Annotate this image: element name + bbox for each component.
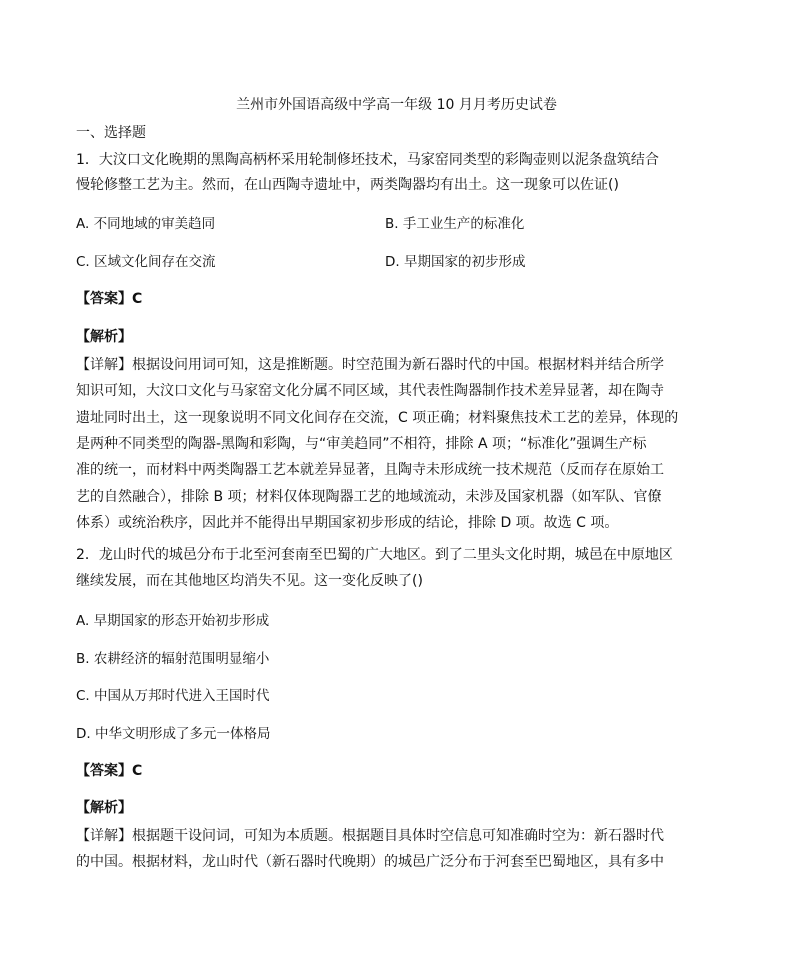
q1-detail-line: 是两种不同类型的陶器-黑陶和彩陶，与“审美趋同”不相符，排除 A 项；“标准化”强调生产标 [76,436,647,452]
q2-stem-line-1: 2．龙山时代的城邑分布于北至河套南至巴蜀的广大地区。到了二里头文化时期，城邑在中原地区 [76,547,673,563]
q1-stem-line-1: 1．大汶口文化晚期的黑陶高柄杯采用轮制修坯技术，马家窑同类型的彩陶壶则以泥条盘筑结合 [76,152,659,168]
q2-analysis-label: 【解析】 [76,800,132,816]
q2-answer: 【答案】C [76,763,143,779]
q2-detail-line: 【详解】根据题干设问词，可知为本质题。根据题目具体时空信息可知准确时空为：新石器时代 [76,828,664,844]
q1-detail-line: 艺的自然融合），排除 B 项；材料仅体现陶器工艺的地域流动，未涉及国家机器（如军队、官僚 [76,489,662,505]
q2-option-b: B. 农耕经济的辐射范围明显缩小 [76,651,270,667]
exam-title: 兰州市外国语高级中学高一年级 10 月月考历史试卷 [236,97,557,113]
q2-stem-line-2: 继续发展，而在其他地区均消失不见。这一变化反映了() [76,573,423,589]
q1-option-b: B. 手工业生产的标准化 [385,216,525,232]
q2-detail-line: 的中国。根据材料，龙山时代（新石器时代晚期）的城邑广泛分布于河套至巴蜀地区，具有多中 [76,854,664,870]
q1-stem-line-2: 慢轮修整工艺为主。然而，在山西陶寺遗址中，两类陶器均有出土。这一现象可以佐证() [76,177,619,193]
q1-detail-line: 准的统一，而材料中两类陶器工艺本就差异显著，且陶寺未形成统一技术规范（反而存在原始工 [76,462,664,478]
q2-option-d: D. 中华文明形成了多元一体格局 [76,726,271,742]
q1-option-d: D. 早期国家的初步形成 [385,254,526,270]
q1-detail-line: 遗址同时出土，这一现象说明不同文化间存在交流，C 项正确；材料聚焦技术工艺的差异，体现的 [76,410,679,426]
section-heading: 一、选择题 [76,125,146,141]
q1-answer: 【答案】C [76,291,143,307]
q2-option-c: C. 中国从万邦时代进入王国时代 [76,688,270,704]
q1-detail-line: 知识可知，大汶口文化与马家窑文化分属不同区域，其代表性陶器制作技术差异显著，却在陶寺 [76,383,664,399]
q1-analysis-label: 【解析】 [76,329,132,345]
q1-detail-line: 【详解】根据设问用词可知，这是推断题。时空范围为新石器时代的中国。根据材料并结合所学 [76,357,664,373]
q1-option-a: A. 不同地域的审美趋同 [76,216,216,232]
q1-option-c: C. 区域文化间存在交流 [76,254,216,270]
q1-detail-line: 体系）或统治秩序，因此并不能得出早期国家初步形成的结论，排除 D 项。故选 C 项。 [76,515,619,531]
q2-option-a: A. 早期国家的形态开始初步形成 [76,613,270,629]
